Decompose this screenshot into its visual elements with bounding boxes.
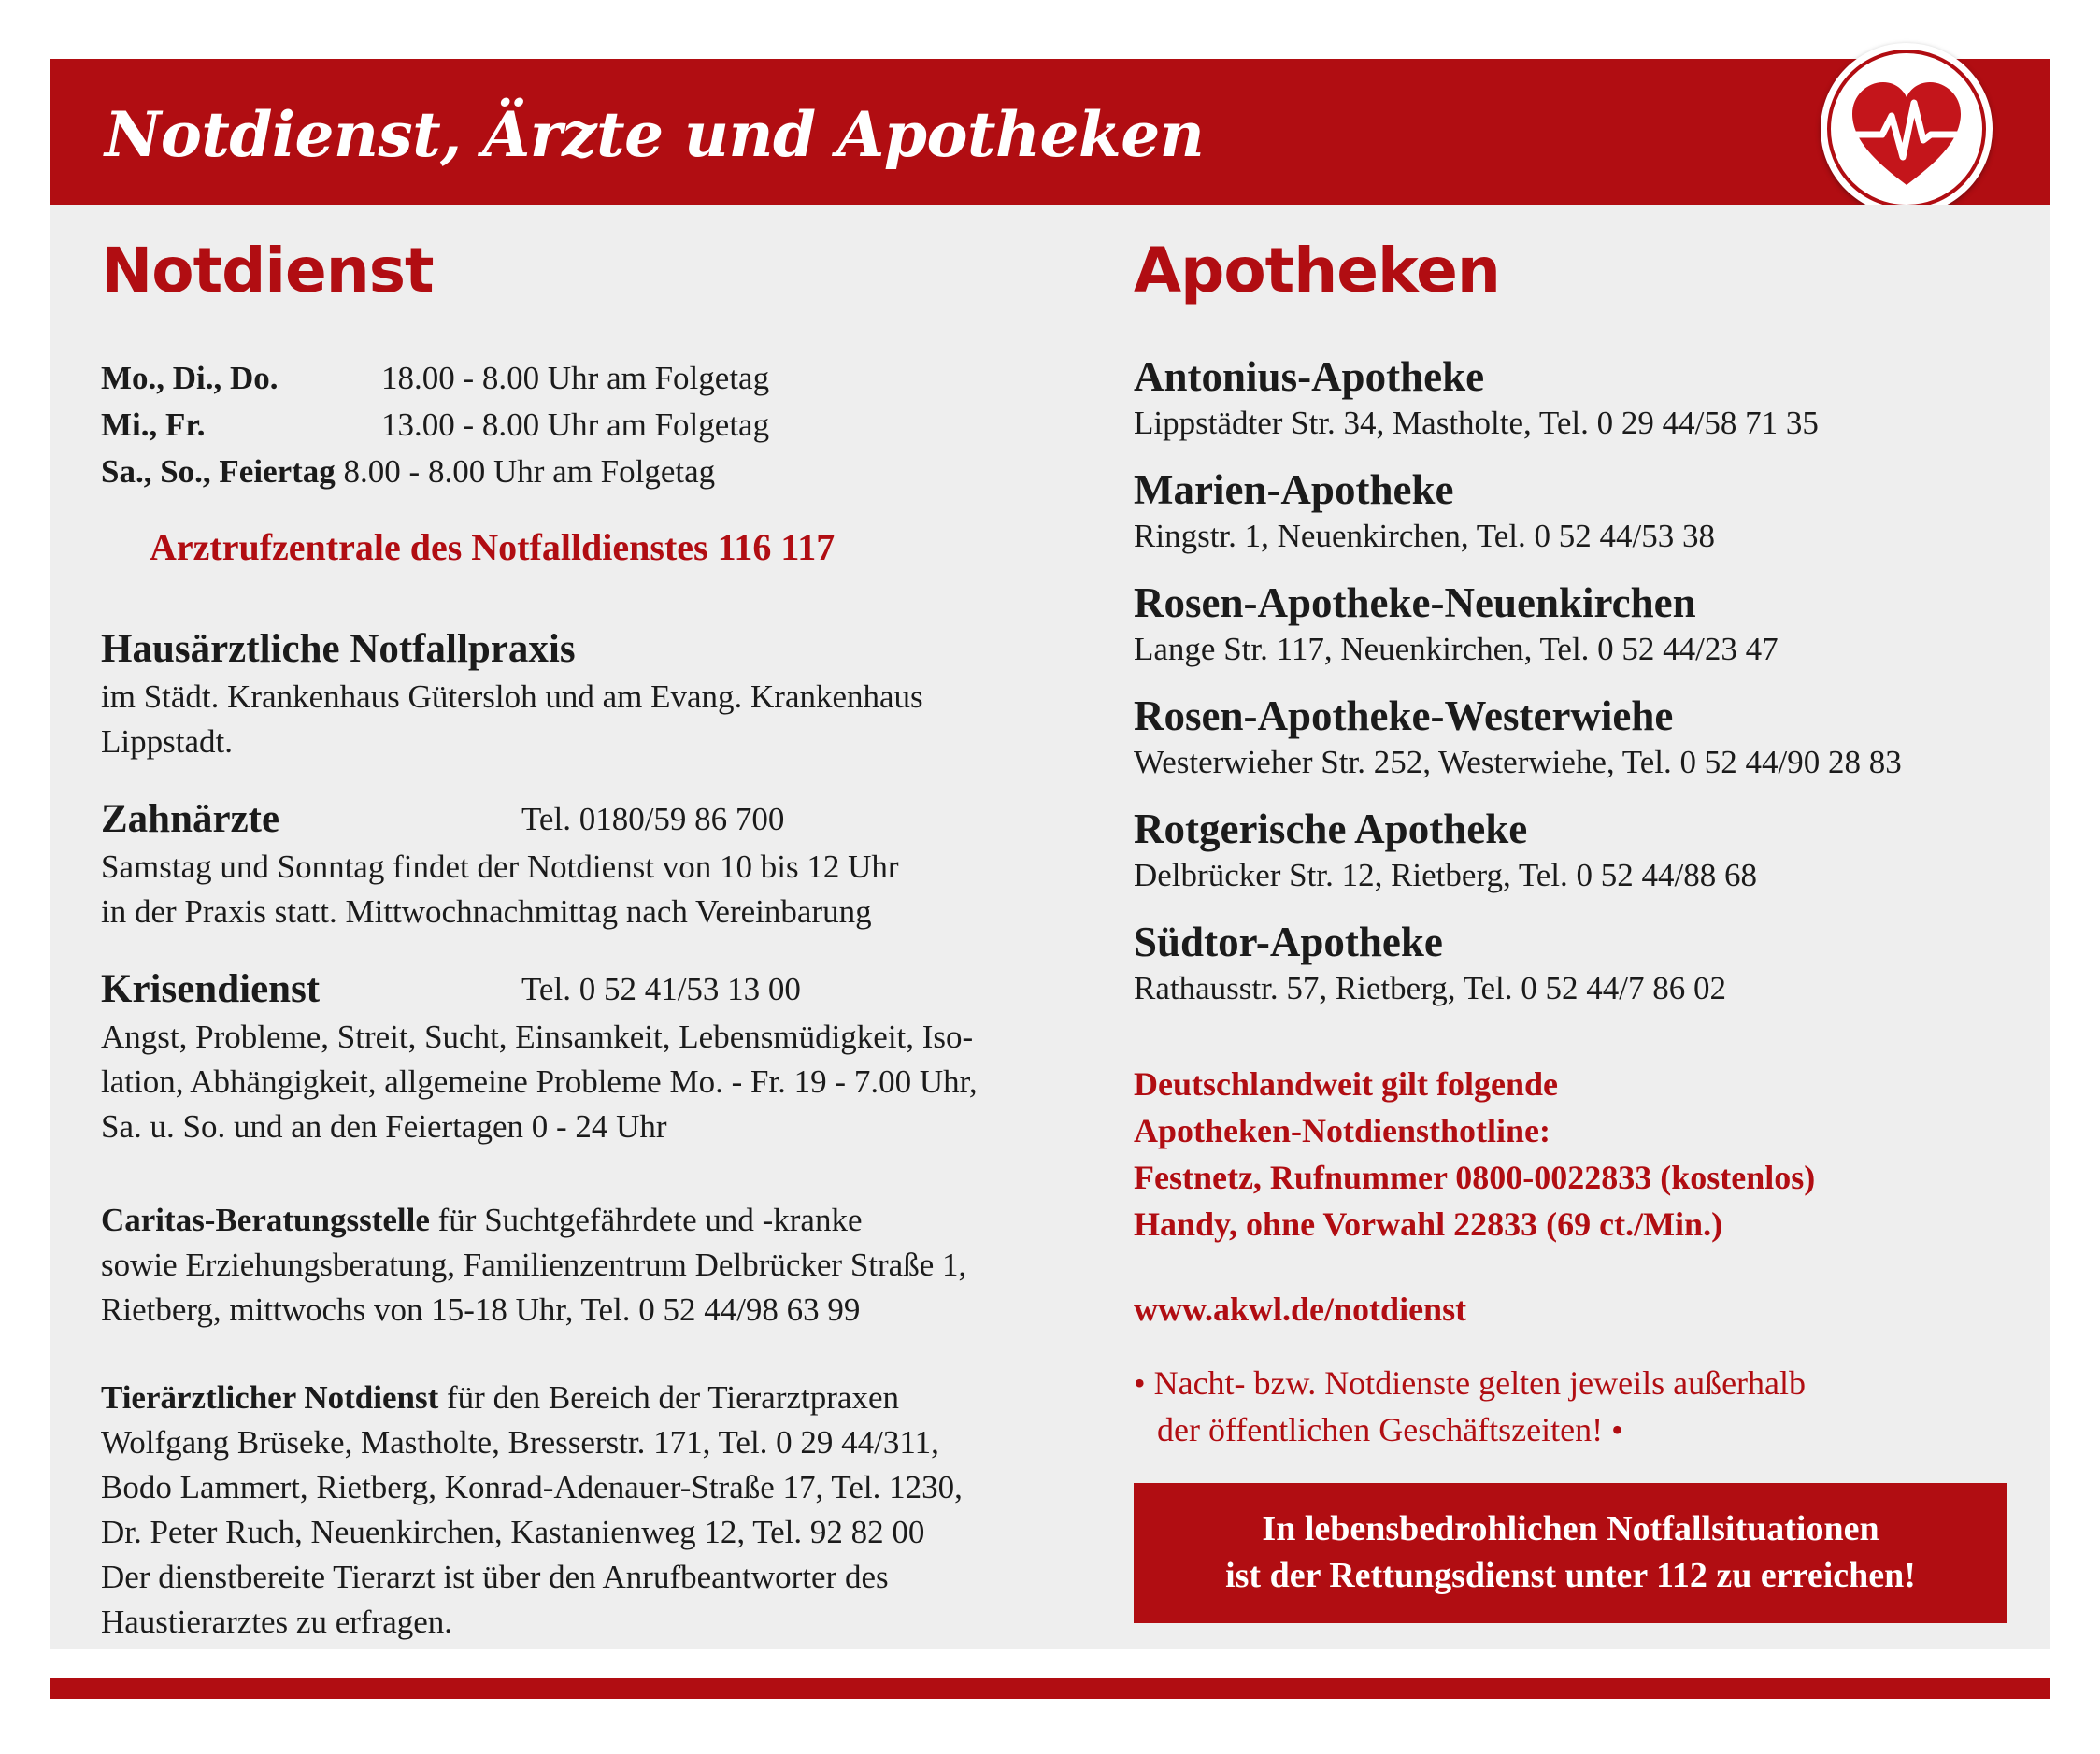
tier-line: Wolfgang Brüseke, Mastholte, Bresserstr. 171, Tel. 0 29 44/311,: [101, 1424, 939, 1461]
zahn-title-row: [101, 794, 899, 845]
arztruf-line: Arztrufzentrale des Notfalldienstes 116 117: [150, 526, 836, 568]
hotline-block: [1134, 1061, 1815, 1248]
caritas-line: sowie Erziehungsberatung, Familienzentrum Delbrücker Straße 1,: [101, 1247, 967, 1283]
krise-title: Krisendienst: [101, 967, 321, 1011]
hotline-line: Handy, ohne Vorwahl 22833 (69 ct./Min.): [1134, 1205, 1723, 1243]
krise-line: lation, Abhängigkeit, allgemeine Probleme Mo. - Fr. 19 - 7.00 Uhr,: [101, 1063, 978, 1100]
hotline-line: Deutschlandweit gilt folgende: [1134, 1065, 1558, 1103]
hours-time: 13.00 - 8.00 Uhr am Folgetag: [381, 406, 770, 443]
hotline-line: Apotheken-Notdiensthotline:: [1134, 1112, 1551, 1149]
pharmacy-name: Marien-Apotheke: [1134, 466, 1454, 513]
caritas-line: [101, 1198, 966, 1243]
hours-row: [101, 355, 769, 402]
hours-row: [101, 449, 769, 495]
website-link[interactable]: www.akwl.de/notdienst: [1134, 1291, 1467, 1328]
hours-days: Mo., Di., Do.: [101, 360, 279, 396]
notdienst-heading: Notdienst: [101, 235, 434, 307]
bottom-divider: [50, 1678, 2050, 1699]
hausarzt-line: Lippstadt.: [101, 723, 233, 760]
krise-block: [101, 964, 978, 1149]
pharmacy-item: [1134, 690, 1902, 783]
pharmacy-item: [1134, 577, 1779, 670]
hours-row: [101, 402, 769, 449]
alert-line: ist der Rettungsdienst unter 112 zu erreichen!: [1225, 1556, 1916, 1595]
pharmacy-address: Delbrücker Str. 12, Rietberg, Tel. 0 52 44/88 68: [1134, 857, 1757, 893]
caritas-title: Caritas-Beratungsstelle: [101, 1202, 430, 1238]
pharmacy-name: Rotgerische Apotheke: [1134, 806, 1528, 852]
notdienst-column: [101, 234, 1064, 1640]
krise-tel: Tel. 0 52 41/53 13 00: [521, 971, 801, 1007]
caritas-block: [101, 1198, 966, 1333]
pharmacy-address: Rathausstr. 57, Rietberg, Tel. 0 52 44/7 86 02: [1134, 970, 1726, 1006]
hours-time: 18.00 - 8.00 Uhr am Folgetag: [381, 360, 770, 396]
apotheken-heading: Apotheken: [1134, 235, 1500, 307]
tier-line: Bodo Lammert, Rietberg, Konrad-Adenauer-Straße 17, Tel. 1230,: [101, 1469, 963, 1505]
pharmacy-name: Rosen-Apotheke-Neuenkirchen: [1134, 579, 1696, 626]
hours-list: [101, 355, 769, 495]
pharmacy-address: Lange Str. 117, Neuenkirchen, Tel. 0 52 44/23 47: [1134, 631, 1779, 667]
hours-days: Mi., Fr.: [101, 406, 206, 443]
pharmacy-address: Lippstädter Str. 34, Mastholte, Tel. 0 29 44/58 71 35: [1134, 405, 1819, 441]
hotline-line: Festnetz, Rufnummer 0800-0022833 (kostenlos): [1134, 1159, 1816, 1196]
tier-text: für den Bereich der Tierarztpraxen: [438, 1379, 899, 1416]
page-title: Notdienst, Ärzte und Apotheken: [105, 98, 1205, 171]
tier-title: Tierärztlicher Notdienst: [101, 1379, 439, 1416]
hausarzt-line: im Städt. Krankenhaus Gütersloh und am Evang. Krankenhaus: [101, 678, 923, 715]
zahn-title: Zahnärzte: [101, 797, 280, 841]
hours-time: 8.00 - 8.00 Uhr am Folgetag: [343, 453, 716, 490]
krise-line: Sa. u. So. und an den Feiertagen 0 - 24 Uhr: [101, 1108, 667, 1145]
emergency-alert-box: [1134, 1483, 2007, 1623]
header-banner: [50, 59, 2050, 205]
heart-pulse-svg: [1821, 43, 1993, 215]
zahn-line: Samstag und Sonntag findet der Notdienst von 10 bis 12 Uhr: [101, 848, 899, 885]
hours-days: Sa., So., Feiertag: [101, 453, 336, 490]
pharmacy-address: Westerwieher Str. 252, Westerwiehe, Tel. 0 52 44/90 28 83: [1134, 744, 1902, 780]
hausarzt-block: [101, 624, 923, 764]
pharmacy-item: [1134, 916, 1726, 1009]
pharmacy-item: [1134, 463, 1715, 557]
tier-line: [101, 1376, 963, 1420]
zahn-block: [101, 794, 899, 934]
pharmacy-name: Südtor-Apotheke: [1134, 919, 1443, 965]
note-line: der öffentlichen Geschäftszeiten! •: [1157, 1411, 1623, 1448]
krise-title-row: [101, 964, 978, 1015]
pharmacy-item: [1134, 803, 1757, 896]
caritas-text: für Suchtgefährdete und -kranke: [429, 1202, 863, 1238]
krise-line: Angst, Probleme, Streit, Sucht, Einsamkeit, Lebensmüdigkeit, Iso-: [101, 1019, 974, 1055]
heart-pulse-icon: [1821, 43, 1993, 215]
pharmacy-name: Antonius-Apotheke: [1134, 353, 1485, 400]
pharmacy-name: Rosen-Apotheke-Westerwiehe: [1134, 692, 1674, 739]
tier-line: Haustierarztes zu erfragen.: [101, 1604, 453, 1640]
apotheken-column: [1134, 234, 2012, 1448]
zahn-tel: Tel. 0180/59 86 700: [521, 801, 785, 837]
note-line: • Nacht- bzw. Notdienste gelten jeweils außerhalb: [1134, 1364, 1807, 1402]
tier-block: [101, 1376, 963, 1645]
pharmacy-address: Ringstr. 1, Neuenkirchen, Tel. 0 52 44/53 38: [1134, 518, 1715, 554]
opening-note: [1134, 1360, 1806, 1453]
zahn-line: in der Praxis statt. Mittwochnachmittag nach Vereinbarung: [101, 893, 872, 930]
pharmacy-item: [1134, 350, 1819, 444]
caritas-line: Rietberg, mittwochs von 15-18 Uhr, Tel. 0 52 44/98 63 99: [101, 1291, 861, 1328]
tier-line: Der dienstbereite Tierarzt ist über den Anrufbeantworter des: [101, 1559, 889, 1595]
hausarzt-title: Hausärztliche Notfallpraxis: [101, 627, 576, 671]
alert-line: In lebensbedrohlichen Notfallsituationen: [1262, 1509, 1879, 1548]
tier-line: Dr. Peter Ruch, Neuenkirchen, Kastanienweg 12, Tel. 92 82 00: [101, 1514, 925, 1550]
